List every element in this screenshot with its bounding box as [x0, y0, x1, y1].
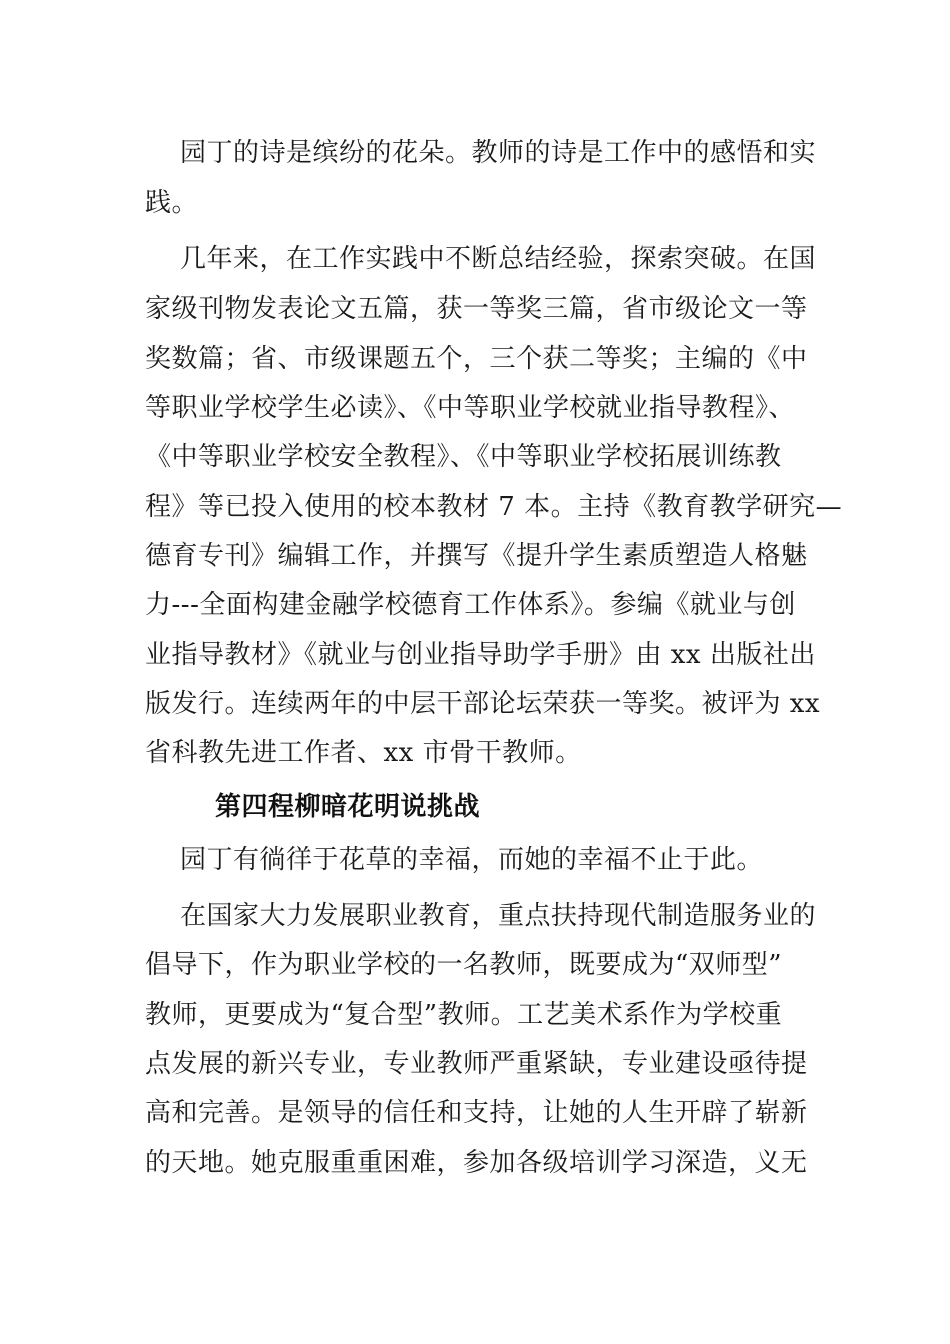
paragraph-4-line-2: 倡导下，作为职业学校的一名教师，既要成为“双师型”	[145, 950, 783, 980]
paragraph-3-line-1: 园丁有徜徉于花草的幸福，而她的幸福不止于此。	[180, 845, 764, 875]
paragraph-2-line-11: 省科教先进工作者、xx 市骨干教师。	[145, 738, 582, 768]
paragraph-2-line-9: 业指导教材》《就业与创业指导助学手册》由 xx 出版社出	[145, 640, 816, 670]
paragraph-2-line-7: 德育专刊》编辑工作，并撰写《提升学生素质塑造人格魅	[145, 541, 808, 571]
paragraph-2-line-8: 力---全面构建金融学校德育工作体系》。参编《就业与创	[145, 590, 796, 620]
paragraph-4-line-4: 点发展的新兴专业，专业教师严重紧缺，专业建设亟待提	[145, 1049, 808, 1079]
paragraph-4-line-6: 的天地。她克服重重困难，参加各级培训学习深造，义无	[145, 1148, 808, 1178]
paragraph-2-line-10: 版发行。连续两年的中层干部论坛荣获一等奖。被评为 xx	[145, 689, 821, 719]
paragraph-4-line-3: 教师，更要成为“复合型”教师。工艺美术系作为学校重	[145, 1000, 783, 1030]
paragraph-2-line-6: 程》等已投入使用的校本教材 7 本。主持《教育教学研究—	[145, 492, 843, 522]
paragraph-2-line-5: 《中等职业学校安全教程》、《中等职业学校拓展训练教	[145, 442, 782, 472]
paragraph-1-line-1: 园丁的诗是缤纷的花朵。教师的诗是工作中的感悟和实	[180, 138, 817, 168]
paragraph-2-line-1: 几年来，在工作实践中不断总结经验，探索突破。在国	[180, 244, 817, 274]
paragraph-2-line-3: 奖数篇；省、市级课题五个，三个获二等奖；主编的《中	[145, 344, 808, 374]
paragraph-2-line-4: 等职业学校学生必读》、《中等职业学校就业指导教程》、	[145, 393, 796, 423]
paragraph-4-line-5: 高和完善。是领导的信任和支持，让她的人生开辟了崭新	[145, 1098, 808, 1128]
paragraph-1-line-2: 践。	[145, 188, 199, 218]
paragraph-2-line-2: 家级刊物发表论文五篇，获一等奖三篇，省市级论文一等	[145, 294, 808, 324]
paragraph-4-line-1: 在国家大力发展职业教育，重点扶持现代制造服务业的	[180, 901, 817, 931]
section-heading: 第四程柳暗花明说挑战	[215, 792, 481, 822]
